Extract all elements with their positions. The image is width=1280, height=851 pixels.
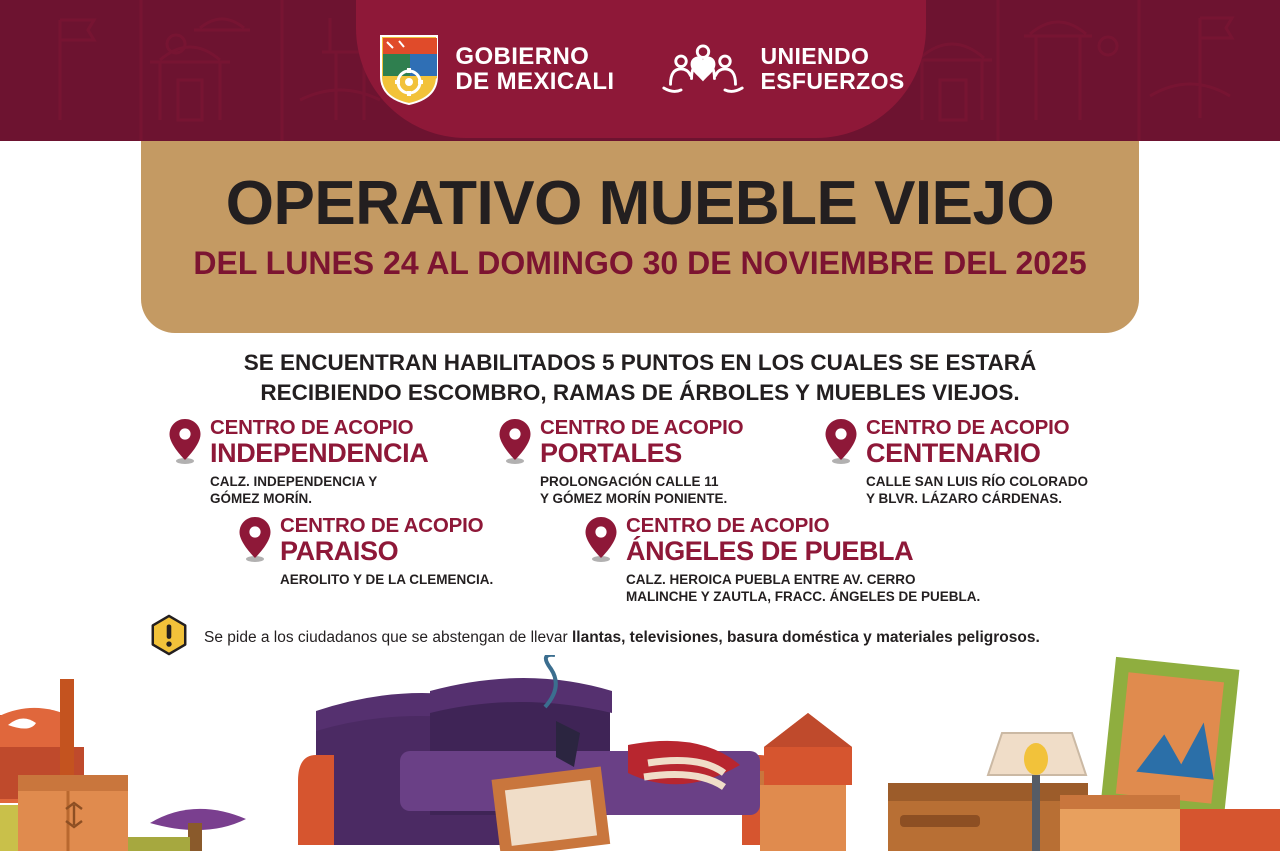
- center-address-line-2: Y GÓMEZ MORÍN PONIENTE.: [540, 491, 728, 506]
- map-pin-icon: [168, 418, 202, 469]
- warning-exclamation-icon: [148, 614, 190, 661]
- center-kicker: CENTRO DE ACOPIO: [210, 416, 414, 439]
- center-kicker: CENTRO DE ACOPIO: [866, 416, 1070, 439]
- restrictions-text-regular: Se pide a los ciudadanos que se abstengan de llevar: [204, 628, 572, 646]
- collection-centers-row-2: [238, 512, 1068, 605]
- map-pin-icon: [498, 418, 532, 469]
- map-pin-icon: [584, 516, 618, 567]
- uniendo-esfuerzos-wordmark: UNIENDO ESFUERZOS: [760, 43, 905, 94]
- cardboard-boxes-right: [1060, 795, 1280, 851]
- center-address-line-1: CALLE SAN LUIS RÍO COLORADO: [866, 474, 1088, 489]
- collection-center-independencia: [168, 414, 498, 507]
- logo-pill: [356, 0, 926, 138]
- center-address-line-2: GÓMEZ MORÍN.: [210, 491, 312, 506]
- center-address: [540, 473, 743, 507]
- center-address-line-1: CALZ. INDEPENDENCIA Y: [210, 474, 378, 489]
- center-address-line-1: CALZ. HEROICA PUEBLA ENTRE AV. CERRO: [626, 572, 916, 587]
- cardboard-boxes-left: [18, 775, 128, 851]
- header-band: [0, 0, 1280, 141]
- picture-frame-left: [492, 766, 611, 851]
- center-address: [866, 473, 1088, 507]
- collection-centers-row-1: [168, 414, 1128, 507]
- intro-line-2: RECIBIENDO ESCOMBRO, RAMAS DE ÁRBOLES Y MUEBLES VIEJOS.: [260, 380, 1020, 405]
- map-pin-icon: [238, 516, 272, 567]
- center-address: [210, 473, 428, 507]
- title-panel: [141, 141, 1139, 333]
- center-name: PORTALES: [540, 438, 682, 468]
- center-kicker: CENTRO DE ACOPIO: [280, 514, 484, 537]
- map-pin-icon: [824, 418, 858, 469]
- center-address: [626, 571, 980, 605]
- title-date-range: DEL LUNES 24 AL DOMINGO 30 DE NOVIEMBRE DEL 2025: [193, 245, 1087, 281]
- center-kicker: CENTRO DE ACOPIO: [626, 514, 830, 537]
- restrictions-text: [204, 628, 1040, 648]
- collection-center-centenario: [824, 414, 1124, 507]
- center-address-line-1: AEROLITO Y DE LA CLEMENCIA.: [280, 572, 494, 587]
- center-kicker: CENTRO DE ACOPIO: [540, 416, 744, 439]
- collection-center-portales: [498, 414, 824, 507]
- intro-text: [140, 348, 1140, 408]
- old-furniture-pile-illustration: [0, 655, 1280, 851]
- uniendo-esfuerzos-people-heart-icon: [660, 40, 746, 99]
- center-address: [280, 571, 493, 588]
- center-name: ÁNGELES DE PUEBLA: [626, 536, 914, 566]
- collection-center-angeles-de-puebla: [584, 512, 1004, 605]
- center-name: CENTENARIO: [866, 438, 1041, 468]
- picture-frame-right: [1100, 657, 1239, 819]
- restrictions-text-bold: llantas, televisiones, basura doméstica y materiales peligrosos.: [571, 628, 1040, 646]
- mexicali-coat-of-arms-icon: [377, 32, 441, 106]
- desk-shape: [888, 783, 1088, 851]
- collection-center-paraiso: [238, 512, 584, 605]
- intro-line-1: SE ENCUENTRAN HABILITADOS 5 PUNTOS EN LOS CUALES SE ESTARÁ: [243, 350, 1037, 375]
- center-name: PARAISO: [280, 536, 399, 566]
- page-title: OPERATIVO MUEBLE VIEJO: [225, 169, 1055, 238]
- government-wordmark: GOBIERNO DE MEXICALI: [455, 43, 615, 95]
- center-address-line-2: MALINCHE Y ZAUTLA, FRACC. ÁNGELES DE PUEBLA.: [626, 589, 981, 604]
- cardboard-boxes-center: [760, 713, 852, 851]
- center-address-line-1: PROLONGACIÓN CALLE 11: [540, 474, 719, 489]
- center-address-line-2: Y BLVR. LÁZARO CÁRDENAS.: [866, 491, 1063, 506]
- restrictions-notice: [148, 614, 1148, 661]
- center-name: INDEPENDENCIA: [210, 438, 429, 468]
